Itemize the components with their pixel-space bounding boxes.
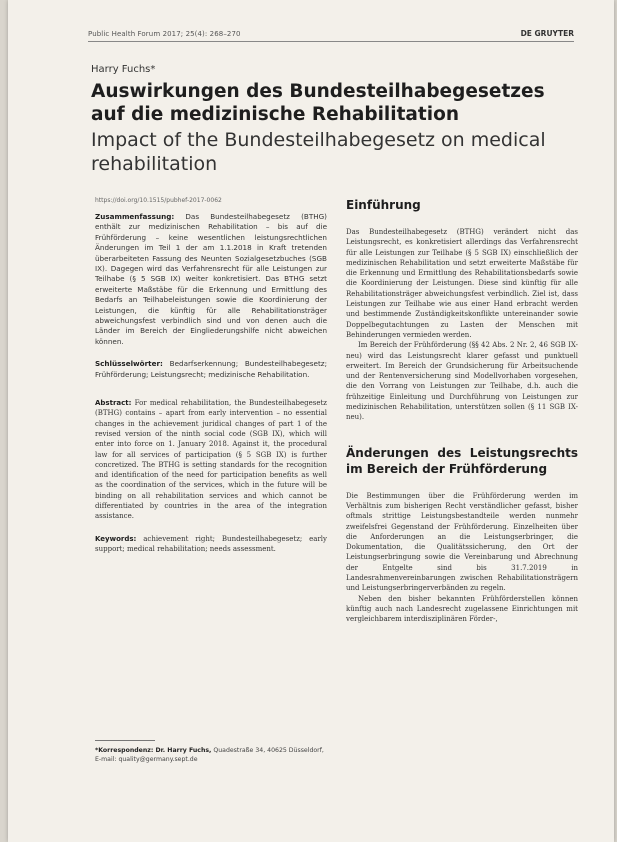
abstract-english-text: For medical rehabilitation, the Bundesteilhabegesetz (BTHG) contains – apart from early intervention – no essential changes in the achievement juridical changes of part 1 of the revised version of the ninth social code (SGB IX), which will enter into force on 1. January 2018. Against it, the procedural law for all services of participation (§ 5 SGB IX) is further concretized. The BTHG is setting standards for the recognition and identification of the need for participation benefits as well as the coordination of the services, which in the future will be binding on all rehabilitation services and which cannot be differentiated by countries in the area of the integration assistance. xyxy=(95,399,327,521)
section-heading-intro: Einführung xyxy=(346,198,421,212)
author: Harry Fuchs* xyxy=(91,64,156,75)
footnote-rule xyxy=(95,740,155,741)
publisher-logo: DE GRUYTER xyxy=(520,29,574,38)
keywords-german xyxy=(95,359,327,380)
keywords-german-label: Schlüsselwörter: xyxy=(95,359,163,369)
abstract-german-text: Das Bundesteilhabegesetz (BTHG) enthält zur medizinischen Rehabilitation – bis auf die Frühförderung – keine wesentlichen leistungsrechtlichen Änderungen im Teil 1 der am 1.1.2018 in Kraft tretenden überarbeiteten Fassung des Neunten Sozialgesetzbuches (SGB IX). Dagegen wird das Verfahrensrecht für alle Leistungen zur Teilhabe (§ 5 SGB IX) weiter konkretisiert. Das BTHG setzt erweiterte Maßstäbe für die Erkennung und Ermittlung des Bedarfs an Teilhabeleistungen sowie die Koordinierung der Leistungen, die künftig für alle Rehabilitationsträger abweichungsfest verbindlich sind und von denen auch die Länder im Bereich der Eingliederungshilfe nicht abweichen können. xyxy=(95,212,327,346)
journal-citation: Public Health Forum 2017; 25(4): 268–270 xyxy=(88,30,241,38)
title-english: Impact of the Bundesteilhabegesetz on medical rehabilitation xyxy=(91,129,546,175)
keywords-german-text: Bedarfserkennung; Bundesteilhabegesetz; Frühförderung; Leistungsrecht; medizinische Rehabilitation. xyxy=(95,359,327,379)
header-rule xyxy=(88,41,574,42)
doi-link[interactable]: https://doi.org/10.1515/pubhef-2017-0062 xyxy=(95,197,222,204)
intro-paragraph-1: Das Bundesteilhabegesetz (BTHG) verändert nicht das Leistungsrecht, es konkretisiert allerdings das Verfahrensrecht für alle Leistungen zur Teilhabe (§ 5 SGB IX) einschließlich der medizinischen Rehabilitation und setzt erweiterte Maßstäbe für die Erkennung und Ermittlung des Rehabilitationsbedarfs sowie die Koordinierung der Leistungen. Diese sind künftig für alle Rehabilitationsträger abweichungsfest verbindlich. Ziel ist, dass Leistungen zur Teilhabe wie aus einer Hand erbracht werden und bestimmende Zuständigkeitskonflikte untereinander sowie Doppelbegutachtungen zu Lasten der Menschen mit Behinderungen vermieden werden. xyxy=(346,228,578,339)
changes-paragraph-1: Die Bestimmungen über die Frühförderung werden im Verhältnis zum bisherigen Recht verständlicher gefasst, bisher oftmals strittige Leistungsbestandteile werden nunmehr zweifelsfrei Gegenstand der Frühförderung. Einzelheiten über die Anforderungen an die Leistungserbringer, die Dokumentation, die Qualitätssicherung, den Ort der Leistungserbringung sowie die Vereinbarung und Abrechnung der Entgelte sind bis 31.7.2019 in Landesrahmenvereinbarungen zwischen Rehabilitationsträgern und Leistungserbringerverbänden zu regeln. xyxy=(346,491,578,593)
changes-paragraph-2: Neben den bisher bekannten Frühförderstellen können künftig auch nach Landesrecht zugelassene Einrichtungen mit vergleichbarem interdisziplinären Förder-, xyxy=(346,594,578,624)
abstract-english-label: Abstract: xyxy=(95,399,132,408)
keywords-english-text: achievement right; Bundesteilhabegesetz; early support; medical rehabilitation; needs assessment. xyxy=(95,534,327,553)
intro-paragraph-2: Im Bereich der Frühförderung (§§ 42 Abs. 2 Nr. 2, 46 SGB IX-neu) wird das Leistungsrecht klarer gefasst und punktuell erweitert. Im Bereich der Grundsicherung für Arbeitsuchende und der Rentenversicherung sind Modellvorhaben vorgesehen, die den Vorrang von Leistungen zur Teilhabe, d.h. auch die frühzeitige Einleitung und Durchführung von Leistungen zur medizinischen Rehabilitation, unterstützen sollen (§ 11 SGB IX-neu). xyxy=(346,341,578,422)
left-column xyxy=(95,212,327,566)
title-german: Auswirkungen des Bundesteilhabegesetzes auf die medizinische Rehabilitation xyxy=(91,81,545,125)
section-heading-changes: Änderungen des Leistungsrechts im Bereich der Frühförderung xyxy=(346,445,578,476)
abstract-german xyxy=(95,212,327,347)
document-page xyxy=(8,0,614,842)
abstract-german-label: Zusammenfassung: xyxy=(95,212,175,221)
abstract-english xyxy=(95,398,327,522)
footnote-text: Quadestraße 34, 40625 Düsseldorf, E-mail: quality@germany.sept.de xyxy=(95,747,324,763)
correspondence-footnote xyxy=(95,746,327,764)
right-column xyxy=(346,197,578,625)
keywords-english-label: Keywords: xyxy=(95,534,137,543)
keywords-english xyxy=(95,534,327,555)
footnote-label: *Korrespondenz: Dr. Harry Fuchs, xyxy=(95,747,212,754)
